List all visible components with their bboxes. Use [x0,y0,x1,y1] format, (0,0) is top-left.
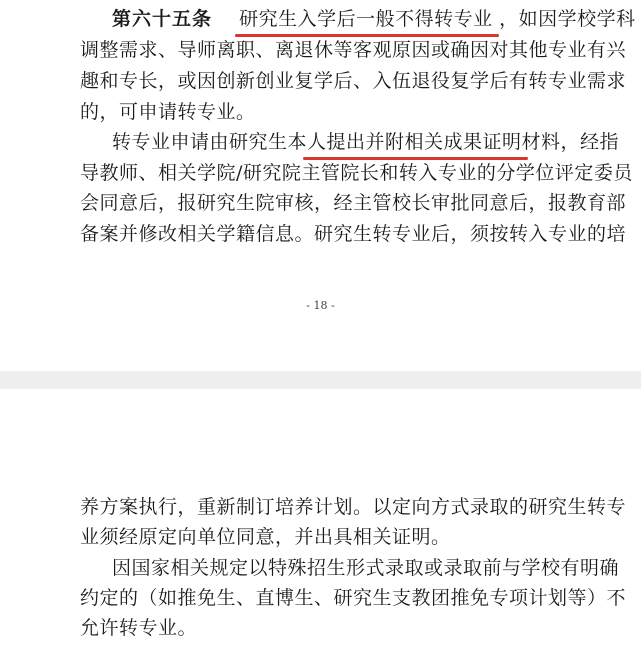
article-65-line-1 [112,7,636,31]
article-65-line-1-rest: ，如因学校学科 [499,8,636,30]
page-number: - 18 - [306,299,335,312]
highlighted-text-no-major-change: 研究生入学后一般不得转专业 [239,8,493,30]
page-separator [0,371,641,389]
paragraph-3-line-3: 允许转专业。 [80,617,198,639]
continuation-line-1: 养方案执行，重新制订培养计划。以定向方式录取的研究生转专 [80,496,627,518]
paragraph-2-line-1-start: 转专业申请由研究生本 [112,131,308,153]
article-65-line-2: 调整需求、导师离职、离退休等客观原因或确因对其他专业有兴 [80,39,627,61]
paragraph-3-line-1: 因国家相关规定以特殊招生形式录取或录取前与学校有明确 [112,557,620,579]
paragraph-3-line-2: 约定的（如推免生、直博生、研究生支教团推免专项计划等）不 [80,587,627,609]
document-page-19 [0,389,641,649]
paragraph-2-line-4: 备案并修改相关学籍信息。研究生转专业后，须按转入专业的培 [80,223,627,245]
paragraph-2-line-1 [112,130,619,154]
paragraph-2-line-1-rest: 材料，经指 [521,131,620,153]
continuation-line-2: 业须经原定向单位同意，并出具相关证明。 [80,526,451,548]
paragraph-2-line-2: 导教师、相关学院/研究院主管院长和转入专业的分学位评定委员 [80,162,633,184]
article-65-line-3: 趣和专长，或因创新创业复学后、入伍退役复学后有转专业需求 [80,70,627,92]
paragraph-2-line-3: 会同意后，报研究生院审核，经主管校长审批同意后，报教育部 [80,192,627,214]
highlighted-text-evidence-materials: 人提出并附相关成果证明 [307,131,522,153]
article-65-line-4: 的，可申请转专业。 [80,101,256,123]
article-number: 第六十五条 [112,8,213,30]
